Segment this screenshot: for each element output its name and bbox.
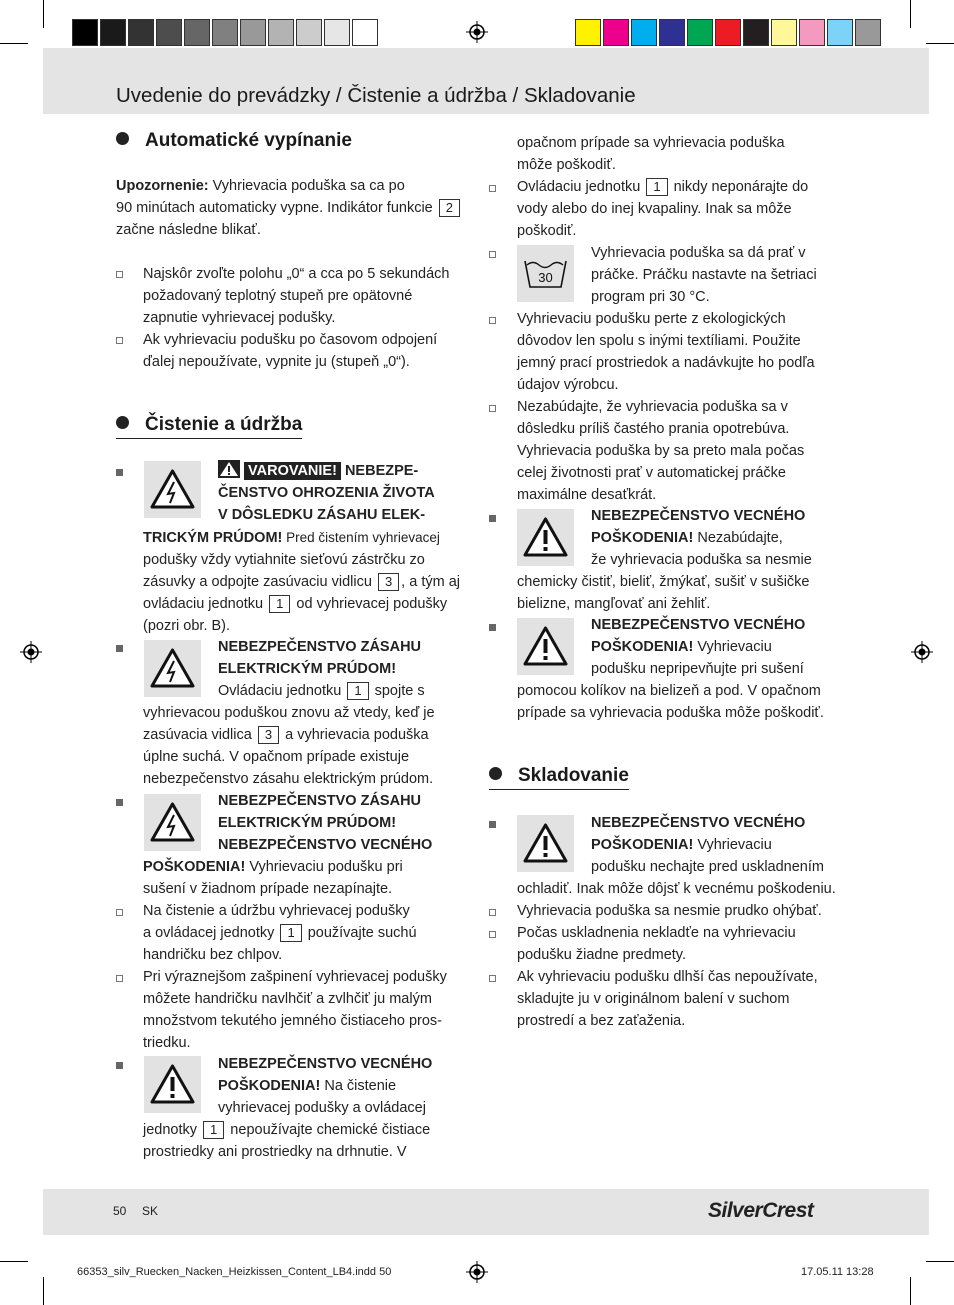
crop-mark [910, 0, 911, 28]
ref-number: 1 [347, 682, 368, 700]
crop-mark [910, 1277, 911, 1305]
electric-shock-warning-icon [144, 640, 201, 697]
color-swatch [100, 19, 126, 46]
crop-mark [43, 1277, 44, 1305]
caution-warning-icon [517, 815, 574, 872]
color-swatch [324, 19, 350, 46]
square-bullet-icon [489, 624, 496, 631]
note-paragraph: Upozornenie: Vyhrievacia poduška sa ca po [116, 178, 405, 194]
page-number: 50 [113, 1204, 127, 1218]
crop-mark [926, 1261, 954, 1262]
color-swatch [855, 19, 881, 46]
list-item: Na čistenie a údržbu vyhrievacej podušky [143, 903, 410, 919]
file-name: 66353_silv_Ruecken_Nacken_Heizkissen_Content_LB4.indd 50 [77, 1266, 392, 1278]
caution-warning-icon [144, 1056, 201, 1113]
ref-number: 1 [646, 178, 667, 196]
color-swatch [827, 19, 853, 46]
registration-mark-icon [466, 21, 488, 43]
color-swatch [659, 19, 685, 46]
checkbox-bullet-icon [489, 185, 496, 192]
wash-30-icon [517, 245, 574, 302]
list-item: Ak vyhrievaciu podušku dlhší čas nepoužívate, [517, 969, 818, 985]
square-bullet-icon [489, 821, 496, 828]
caution-warning-icon [517, 509, 574, 566]
color-swatch [240, 19, 266, 46]
color-swatch [715, 19, 741, 46]
checkbox-bullet-icon [489, 405, 496, 412]
checkbox-bullet-icon [489, 975, 496, 982]
color-swatch [184, 19, 210, 46]
color-swatch [156, 19, 182, 46]
color-swatch [128, 19, 154, 46]
list-item: Vyhrievacia poduška sa nesmie prudko ohýbať. [517, 903, 822, 919]
list-item: Nezabúdajte, že vyhrievacia poduška sa v [517, 399, 788, 415]
square-bullet-icon [116, 1062, 123, 1069]
crop-mark [0, 1261, 28, 1262]
checkbox-bullet-icon [489, 317, 496, 324]
registration-mark-icon [20, 641, 42, 663]
ref-number: 3 [378, 573, 399, 591]
ref-number: 3 [258, 726, 279, 744]
checkbox-bullet-icon [489, 251, 496, 258]
checkbox-bullet-icon [116, 271, 123, 278]
checkbox-bullet-icon [116, 909, 123, 916]
page-title: Uvedenie do prevádzky / Čistenie a údržba / Skladovanie [116, 84, 636, 107]
crop-mark [0, 43, 28, 44]
language-code: SK [142, 1204, 159, 1218]
color-swatch [687, 19, 713, 46]
section-heading-auto-off: Automatické vypínanie [116, 130, 352, 152]
square-bullet-icon [116, 799, 123, 806]
warning-label: VAROVANIE! [244, 462, 341, 480]
list-item: Pri výraznejšom zašpinení vyhrievacej podušky [143, 969, 447, 985]
color-swatch [72, 19, 98, 46]
list-item: Počas uskladnenia nekladťe na vyhrievaciu [517, 925, 796, 941]
ref-number: 1 [203, 1121, 224, 1139]
color-swatch [743, 19, 769, 46]
ref-number: 2 [439, 199, 460, 217]
color-swatch [603, 19, 629, 46]
crop-mark [43, 0, 44, 28]
caution-warning-icon [517, 618, 574, 675]
crop-mark [926, 43, 954, 44]
ref-number: 1 [269, 595, 290, 613]
section-heading-storage: Skladovanie [489, 765, 629, 790]
warning-triangle-icon [218, 460, 240, 478]
section-heading-cleaning: Čistenie a údržba [116, 414, 302, 439]
bullet-dot-icon [116, 132, 129, 145]
checkbox-bullet-icon [489, 931, 496, 938]
color-swatch [352, 19, 378, 46]
square-bullet-icon [489, 515, 496, 522]
electric-shock-warning-icon [144, 794, 201, 851]
color-swatch [631, 19, 657, 46]
ref-number: 1 [280, 924, 301, 942]
color-swatch [212, 19, 238, 46]
electric-shock-warning-icon [144, 461, 201, 518]
checkbox-bullet-icon [116, 975, 123, 982]
bullet-dot-icon [116, 416, 129, 429]
list-item: Najskôr zvoľte polohu „0“ a cca po 5 sekundách [143, 266, 450, 282]
bullet-dot-icon [489, 767, 502, 780]
registration-mark-icon [911, 641, 933, 663]
square-bullet-icon [116, 469, 123, 476]
list-item: Vyhrievaciu podušku perte z ekologických [517, 311, 786, 327]
checkbox-bullet-icon [489, 909, 496, 916]
brand-logo: SilverCrest [708, 1199, 814, 1222]
color-swatch [296, 19, 322, 46]
square-bullet-icon [116, 645, 123, 652]
registration-mark-icon [466, 1261, 488, 1283]
color-swatch [771, 19, 797, 46]
wash-temperature-label: 30 [538, 270, 553, 285]
color-swatch [268, 19, 294, 46]
checkbox-bullet-icon [116, 337, 123, 344]
list-item: Ak vyhrievaciu podušku po časovom odpojení [143, 332, 438, 348]
print-date: 17.05.11 13:28 [801, 1266, 874, 1278]
color-swatch [575, 19, 601, 46]
color-swatch [799, 19, 825, 46]
